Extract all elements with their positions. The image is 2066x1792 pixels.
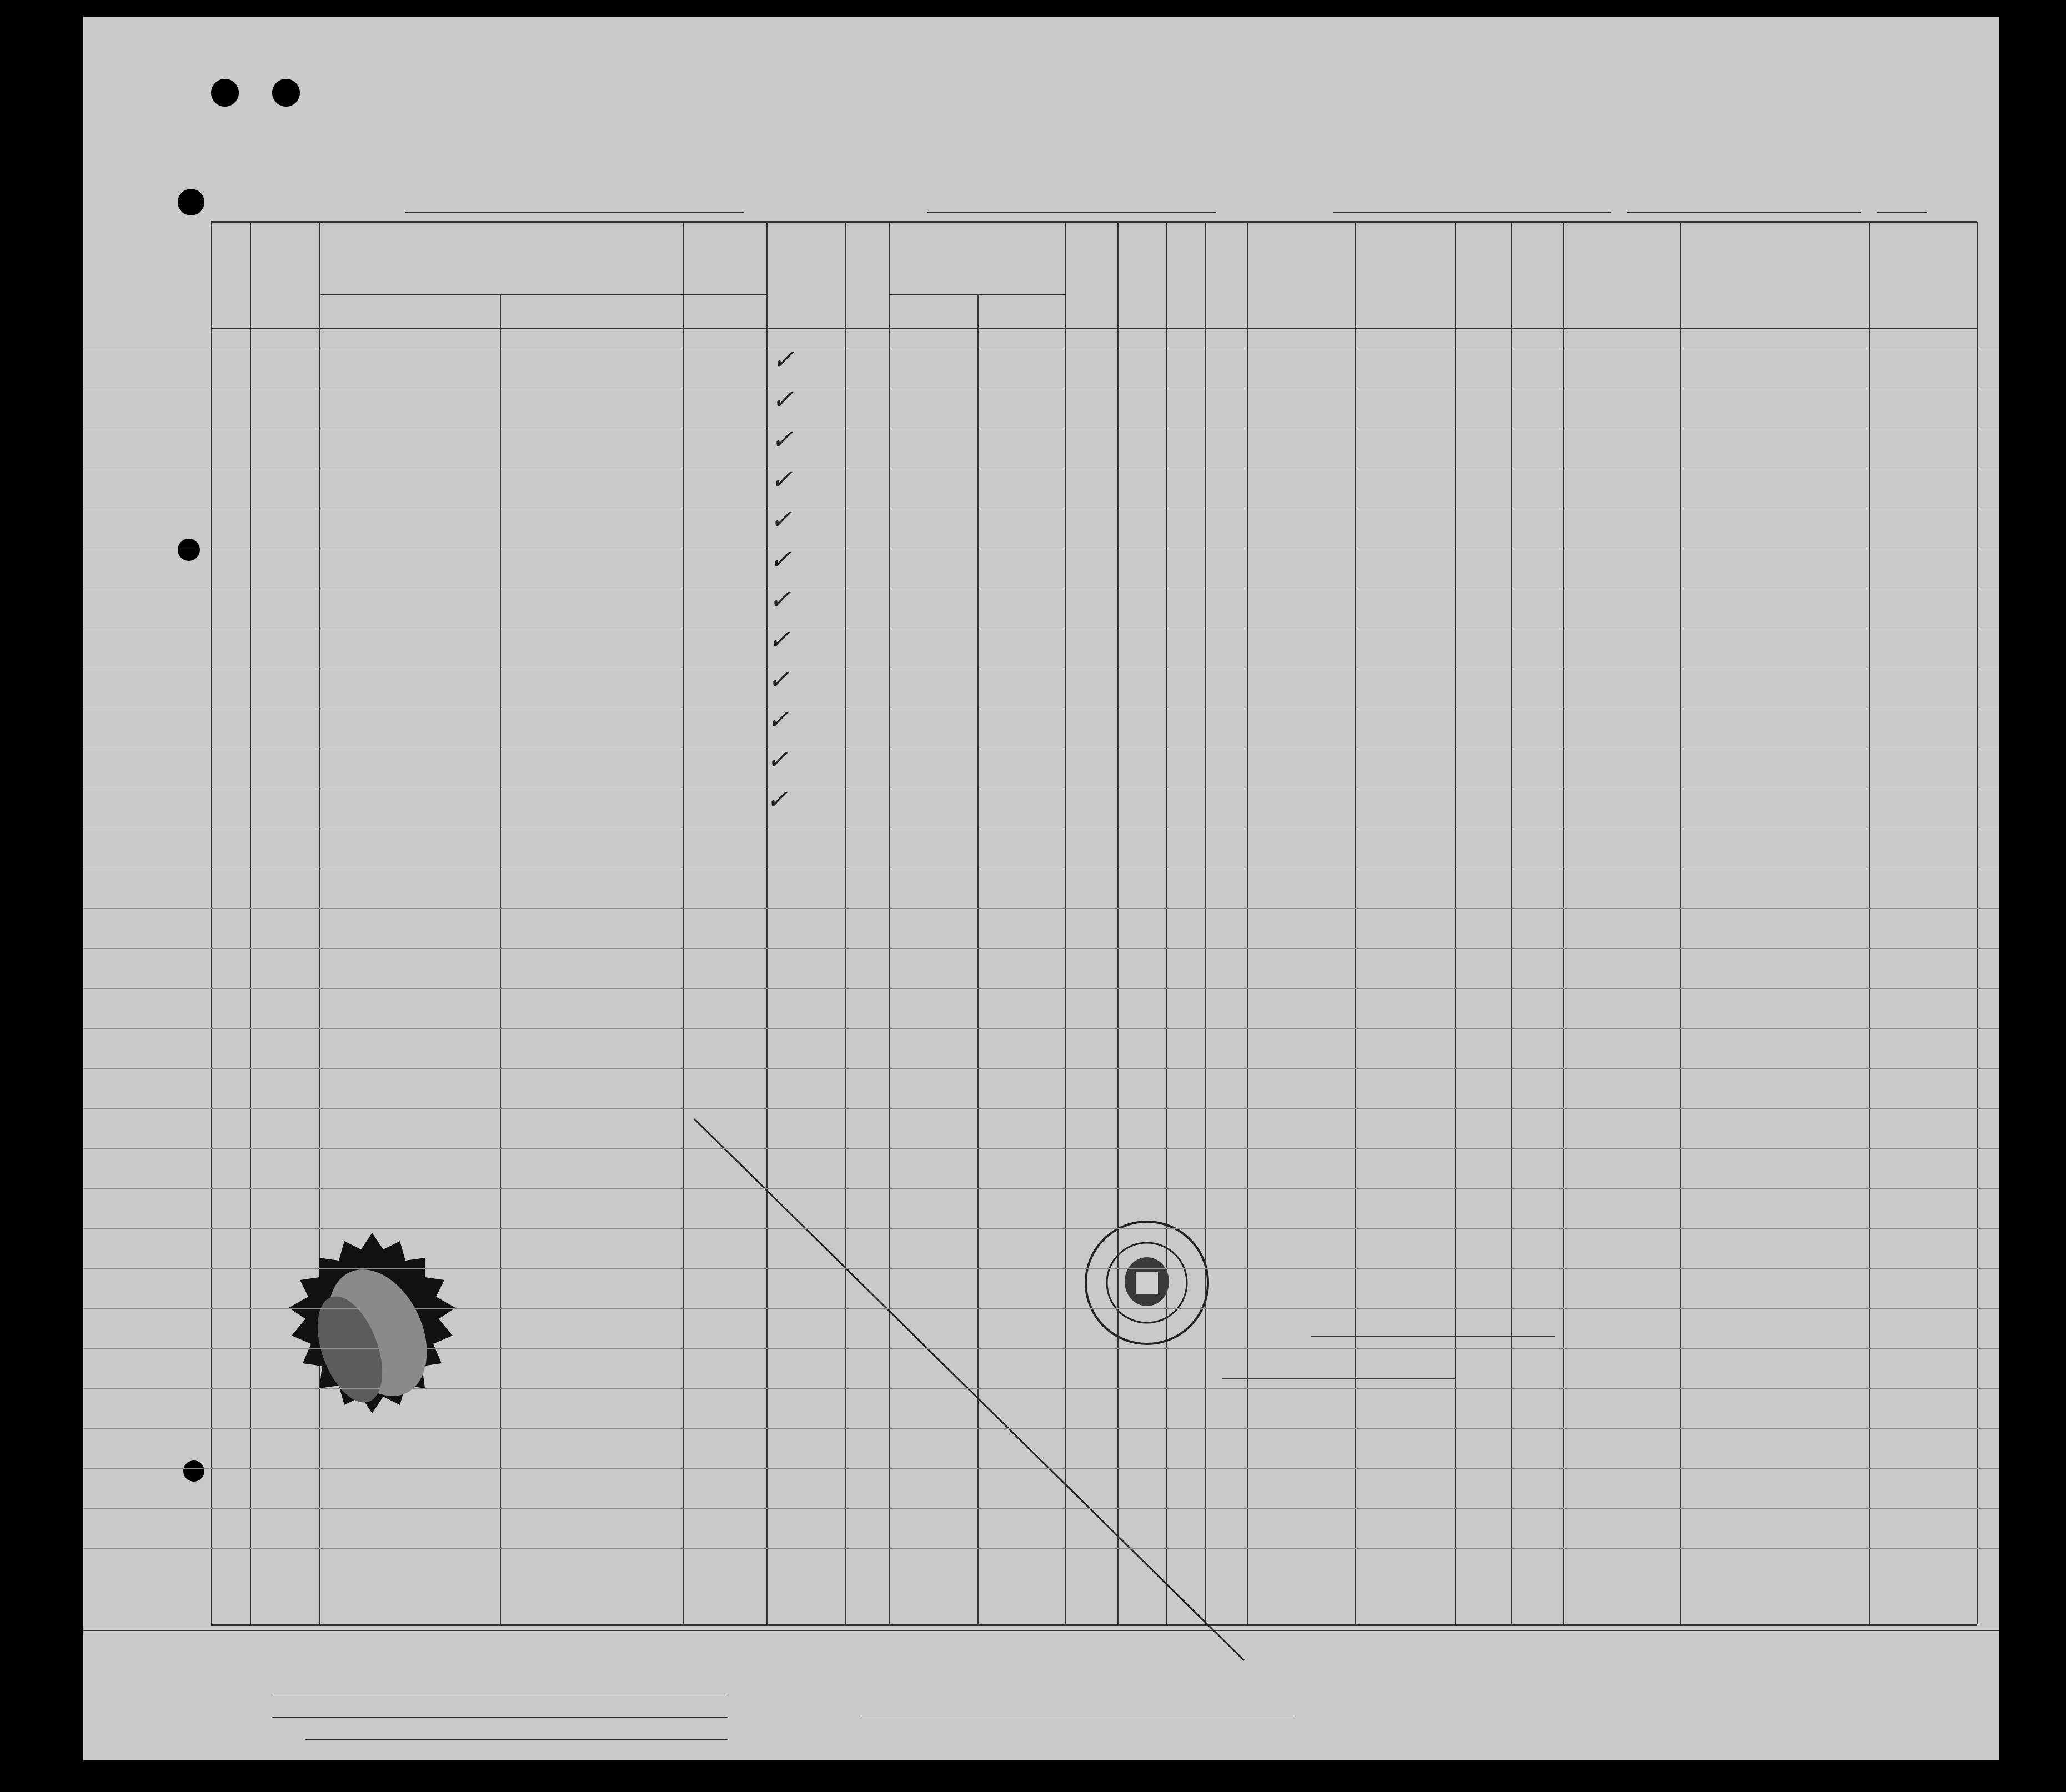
row-rule (83, 1028, 1999, 1029)
service-checkmark: ✓ (768, 624, 791, 655)
row-rule (83, 1268, 1999, 1269)
service-checkmark: ✓ (769, 584, 791, 615)
service-checkmark: ✓ (770, 464, 793, 495)
row-rule (83, 1068, 1999, 1069)
consular-seal (1080, 1216, 1213, 1349)
service-checkmark: ✓ (771, 384, 794, 415)
service-checkmark: ✓ (772, 344, 795, 375)
row-rule (83, 1388, 1999, 1389)
service-checkmark: ✓ (769, 544, 792, 575)
row-rule (83, 1108, 1999, 1109)
row-rule (83, 1148, 1999, 1149)
row-rule (83, 1188, 1999, 1189)
service-checkmark: ✓ (771, 424, 794, 455)
row-rule (83, 1348, 1999, 1349)
service-checkmark: ✓ (770, 504, 793, 535)
strike-line (83, 17, 1999, 1760)
row-rule (83, 988, 1999, 989)
row-rule (83, 1548, 1999, 1549)
row-rule (83, 948, 1999, 949)
service-checkmark: ✓ (768, 664, 790, 695)
service-checkmark: ✓ (766, 784, 789, 815)
manifest-sheet (83, 17, 1999, 1760)
service-checkmark: ✓ (767, 704, 790, 735)
row-rule (83, 1308, 1999, 1309)
service-checkmark: ✓ (766, 744, 789, 775)
row-rule (83, 1468, 1999, 1469)
embossed-seal (267, 1227, 478, 1460)
row-rule (83, 908, 1999, 909)
row-rule (83, 1228, 1999, 1229)
row-rule (83, 1508, 1999, 1509)
row-rule (83, 1428, 1999, 1429)
